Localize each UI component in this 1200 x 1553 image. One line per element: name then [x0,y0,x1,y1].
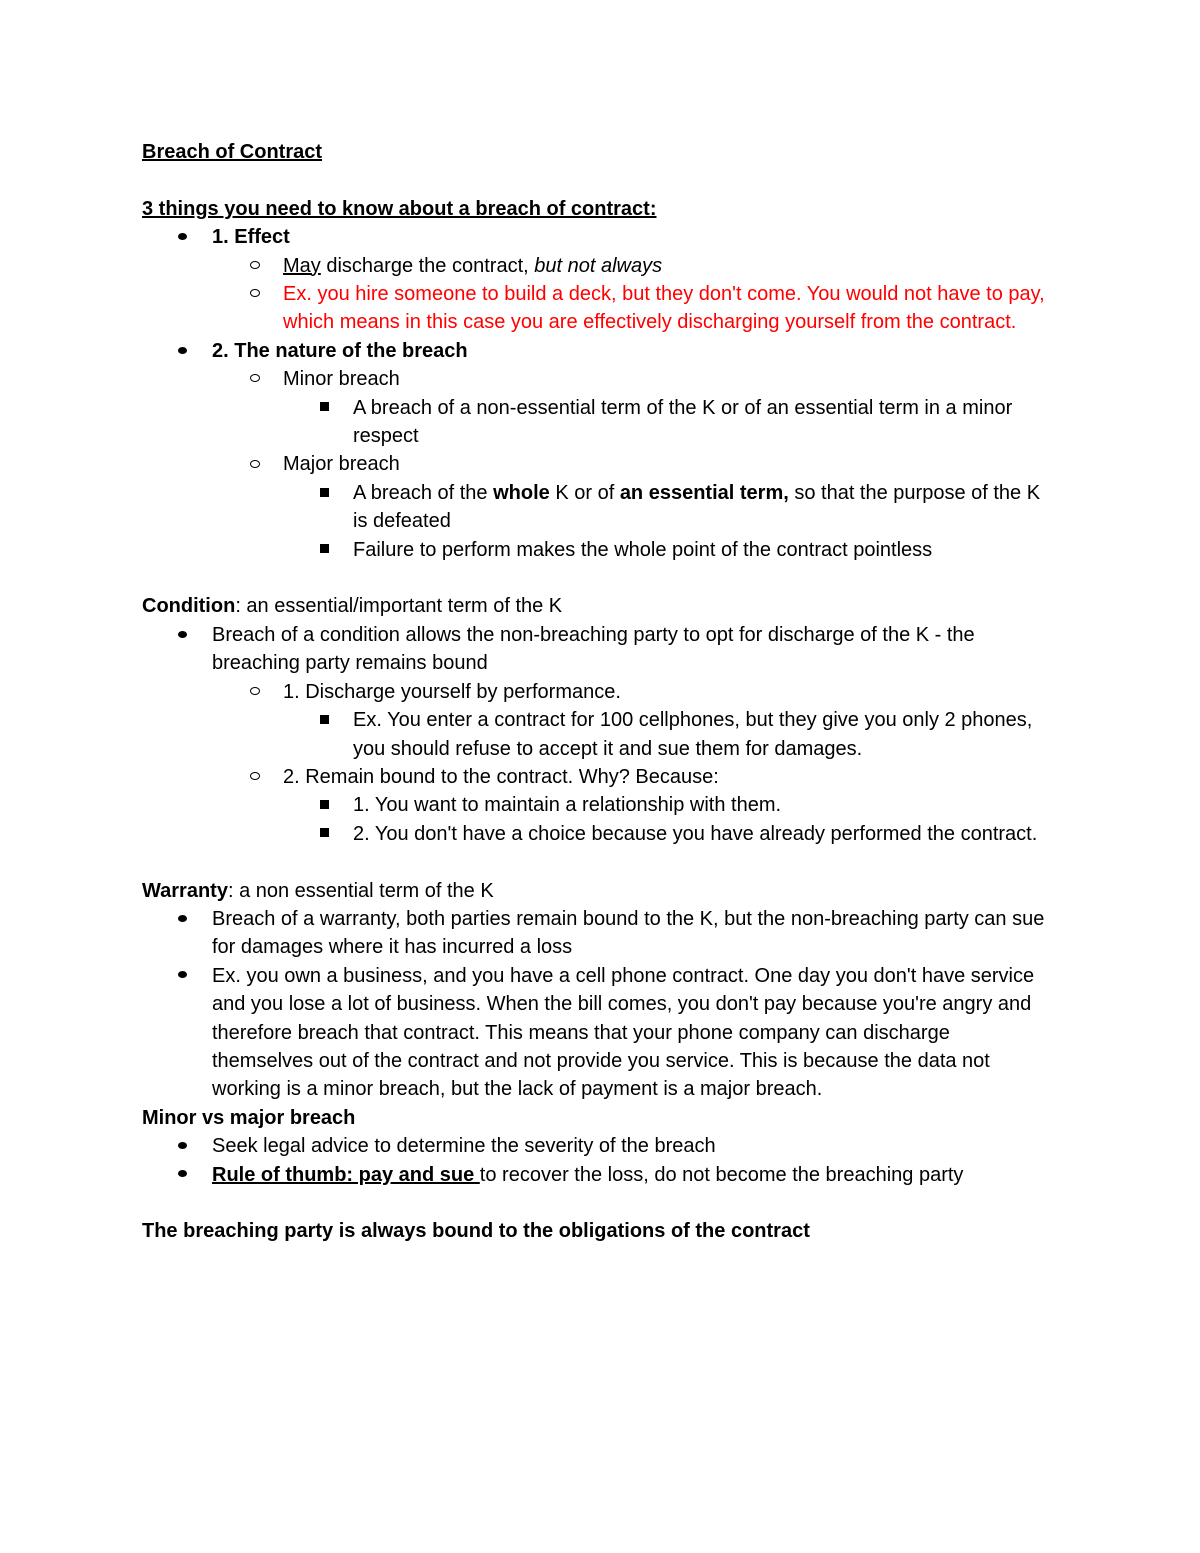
bullet-square-icon [317,394,331,422]
list-item-effect-example: Ex. you hire someone to build a deck, but they don't come. You would not have to pay, which means in this case you are effectively discharging yourself from the contract. [142,280,1053,337]
warranty-definition: Warranty: a non essential term of the K [142,879,494,902]
effect-heading: 1. Effect [212,226,290,249]
bullet-square-icon [317,536,331,564]
list-item-legal-advice: Seek legal advice to determine the severity of the breach [142,1132,1052,1160]
minor-vs-major-list [142,1132,1200,1189]
list-item-condition-reason1: 1. You want to maintain a relationship with them. [142,791,1053,819]
three-things-list [142,223,1200,564]
list-item-major-breach: Major breach [142,450,1053,478]
list-item-condition-breach: Breach of a condition allows the non-breaching party to opt for discharge of the K - the breaching party remains bound [142,621,1052,678]
closing-statement: The breaching party is always bound to the obligations of the contract [142,1220,810,1243]
intro-heading: 3 things you need to know about a breach of contract: [142,197,657,220]
bullet-dot-icon [175,1132,189,1160]
bullet-dot-icon [175,621,189,649]
condition-list [142,621,1200,848]
spacer [142,564,1200,592]
warranty-list [142,905,1200,1104]
condition-definition: Condition: an essential/important term of the K [142,595,563,618]
list-item-effect-may: May discharge the contract, but not always [142,252,1053,280]
nature-heading: 2. The nature of the breach [212,339,468,362]
spacer [142,848,1200,876]
list-item-minor-breach: Minor breach [142,365,1053,393]
bullet-ring-icon [248,450,262,478]
list-item-warranty-breach: Breach of a warranty, both parties remain bound to the K, but the non-breaching party can sue for damages where it has incurred a loss [142,905,1052,962]
bullet-ring-icon [248,252,262,280]
list-item-condition-option1: 1. Discharge yourself by performance. [142,678,1053,706]
bullet-ring-icon [248,763,262,791]
bullet-dot-icon [175,337,189,365]
bullet-square-icon [317,479,331,507]
list-item-warranty-example: Ex. you own a business, and you have a cell phone contract. One day you don't have service and you lose a lot of business. When the bill comes, you don't pay because you're angry and therefore breach that contract. This means that your phone company can discharge themselves out of the contract and not provide you service. This is because the data not working is a minor breach, but the lack of payment is a major breach. [142,962,1052,1104]
bullet-dot-icon [175,905,189,933]
spacer [142,1189,1200,1217]
bullet-square-icon [317,791,331,819]
list-item-condition-reason2: 2. You don't have a choice because you have already performed the contract. [142,820,1053,848]
list-item-nature [142,337,1052,365]
minor-vs-major-heading: Minor vs major breach [142,1106,356,1129]
bullet-ring-icon [248,678,262,706]
list-item-rule-of-thumb: Rule of thumb: pay and sue to recover the loss, do not become the breaching party [142,1161,1052,1189]
list-item-condition-option1-example: Ex. You enter a contract for 100 cellphones, but they give you only 2 phones, you should refuse to accept it and sue them for damages. [142,706,1053,763]
list-item-condition-option2: 2. Remain bound to the contract. Why? Because: [142,763,1053,791]
bullet-dot-icon [175,1161,189,1189]
bullet-square-icon [317,706,331,734]
bullet-dot-icon [175,962,189,990]
list-item-major-breach-desc2: Failure to perform makes the whole point of the contract pointless [142,536,1053,564]
spacer [142,166,1200,194]
bullet-square-icon [317,820,331,848]
bullet-ring-icon [248,280,262,308]
document-title: Breach of Contract [142,141,323,163]
bullet-ring-icon [248,365,262,393]
bullet-dot-icon [175,223,189,251]
list-item-effect [142,223,1052,251]
list-item-major-breach-desc: A breach of the whole K or of an essential term, so that the purpose of the K is defeated [142,479,1053,536]
list-item-minor-breach-desc: A breach of a non-essential term of the K or of an essential term in a minor respect [142,394,1053,451]
